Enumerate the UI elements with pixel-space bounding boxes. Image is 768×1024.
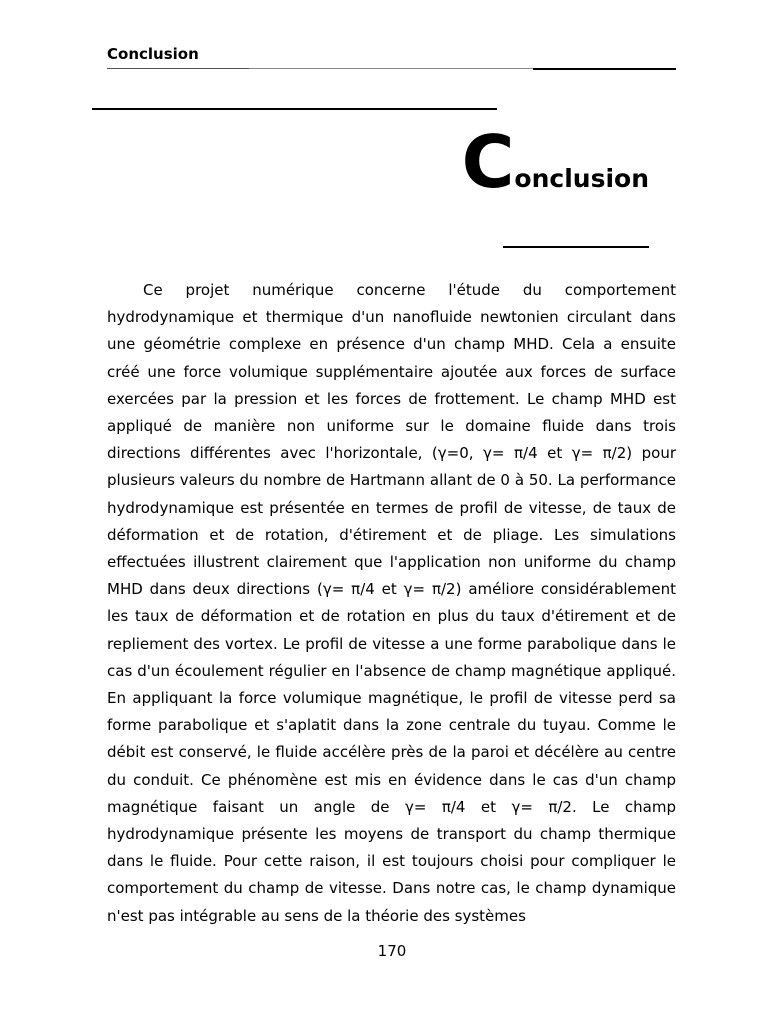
chapter-title-underline <box>503 246 649 248</box>
header-rule-right <box>533 68 676 70</box>
header-rule-left <box>107 68 249 69</box>
page-number: 170 <box>377 942 407 960</box>
chapter-top-rule <box>92 108 497 110</box>
running-header-title: Conclusion <box>107 45 199 63</box>
header-rule-middle <box>249 68 535 69</box>
chapter-title <box>461 120 649 204</box>
chapter-title-rest: onclusion <box>514 164 649 193</box>
chapter-title-initial: C <box>461 120 515 204</box>
body-paragraph: Ce projet numérique concerne l'étude du comportement hydrodynamique et thermique d'un nanofluide newtonien circulant dans une géométrie complexe en présence d'un champ MHD. Cela a ensuite créé une force volumique supplémentaire ajoutée aux forces de surface exercées par la pression et les forces de frottement. Le champ MHD est appliqué de manière non uniforme sur le domaine fluide dans trois directions différentes avec l'horizontale, (γ=0, γ= π/4 et γ= π/2) pour plusieurs valeurs du nombre de Hartmann allant de 0 à 50. La performance hydrodynamique est présentée en termes de profil de vitesse, de taux de déformation et de rotation, d'étirement et de pliage. Les simulations effectuées illustrent clairement que l'application non uniforme du champ MHD dans deux directions (γ= π/4 et γ= π/2) améliore considérablement les taux de déformation et de rotation en plus du taux d'étirement et de repliement des vortex. Le profil de vitesse a une forme parabolique dans le cas d'un écoulement régulier en l'absence de champ magnétique appliqué. En appliquant la force volumique magnétique, le profil de vitesse perd sa forme parabolique et s'aplatit dans la zone centrale du tuyau. Comme le débit est conservé, le fluide accélère près de la paroi et décélère au centre du conduit. Ce phénomène est mis en évidence dans le cas d'un champ magnétique faisant un angle de γ= π/4 et γ= π/2. Le champ hydrodynamique présente les moyens de transport du champ thermique dans le fluide. Pour cette raison, il est toujours choisi pour compliquer le comportement du champ de vitesse. Dans notre cas, le champ dynamique n'est pas intégrable au sens de la théorie des systèmes <box>107 281 676 925</box>
